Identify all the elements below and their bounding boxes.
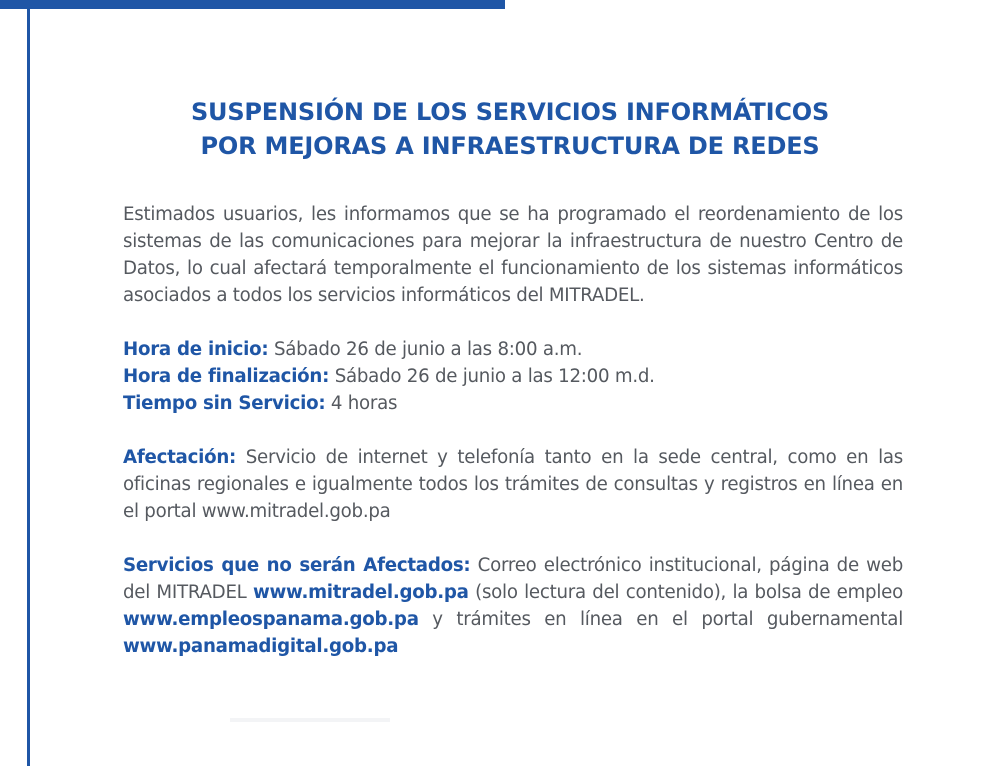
notice-title-line-1: SUSPENSIÓN DE LOS SERVICIOS INFORMÁTICOS bbox=[190, 98, 830, 126]
not-affected-label: Servicios que no serán Afectados: bbox=[123, 555, 471, 576]
downtime-value: 4 horas bbox=[325, 393, 398, 414]
start-time-value: Sábado 26 de junio a las 8:00 a.m. bbox=[268, 339, 583, 360]
top-banner-strip bbox=[0, 0, 505, 9]
faint-bottom-mark bbox=[230, 718, 390, 722]
left-border-rule bbox=[27, 0, 30, 766]
mitradel-link[interactable]: www.mitradel.gob.pa bbox=[252, 582, 469, 603]
notice-title bbox=[60, 95, 960, 163]
affected-text: Servicio de internet y telefonía tanto en la sede central, como en las oficinas regionales e igualmente todos los trámites de consultas y registros en línea en el portal www.mitradel.gob.pa bbox=[123, 447, 903, 522]
end-time-value: Sábado 26 de junio a las 12:00 m.d. bbox=[329, 366, 655, 387]
intro-paragraph: Estimados usuarios, les informamos que se ha programado el reordenamiento de los sistemas de las comunicaciones para mejorar la infraestructura de nuestro Centro de Datos, lo cual afectará temporalmente el funcionamiento de los sistemas informáticos asociados a todos los servicios informáticos del MITRADEL. bbox=[123, 204, 903, 306]
end-time-label: Hora de finalización: bbox=[123, 366, 330, 387]
affected-label: Afectación: bbox=[123, 447, 237, 468]
not-affected-paragraph bbox=[123, 552, 903, 660]
empleospanama-link[interactable]: www.empleospanama.gob.pa bbox=[123, 609, 419, 630]
not-affected-text-1: Correo electrónico institucional, página de web del MITRADEL bbox=[123, 555, 903, 603]
affected-paragraph bbox=[123, 444, 903, 525]
not-affected-text-3: y trámites en línea en el portal gubernamental bbox=[418, 609, 903, 630]
not-affected-text-2: (solo lectura del contenido), la bolsa de empleo bbox=[468, 582, 903, 603]
notice-title-line-2: POR MEJORAS A INFRAESTRUCTURA DE REDES bbox=[200, 132, 820, 160]
downtime-label: Tiempo sin Servicio: bbox=[123, 393, 326, 414]
schedule-block bbox=[123, 336, 903, 417]
notice-body bbox=[123, 201, 903, 687]
start-time-label: Hora de inicio: bbox=[123, 339, 269, 360]
panamadigital-link[interactable]: www.panamadigital.gob.pa bbox=[123, 636, 399, 657]
